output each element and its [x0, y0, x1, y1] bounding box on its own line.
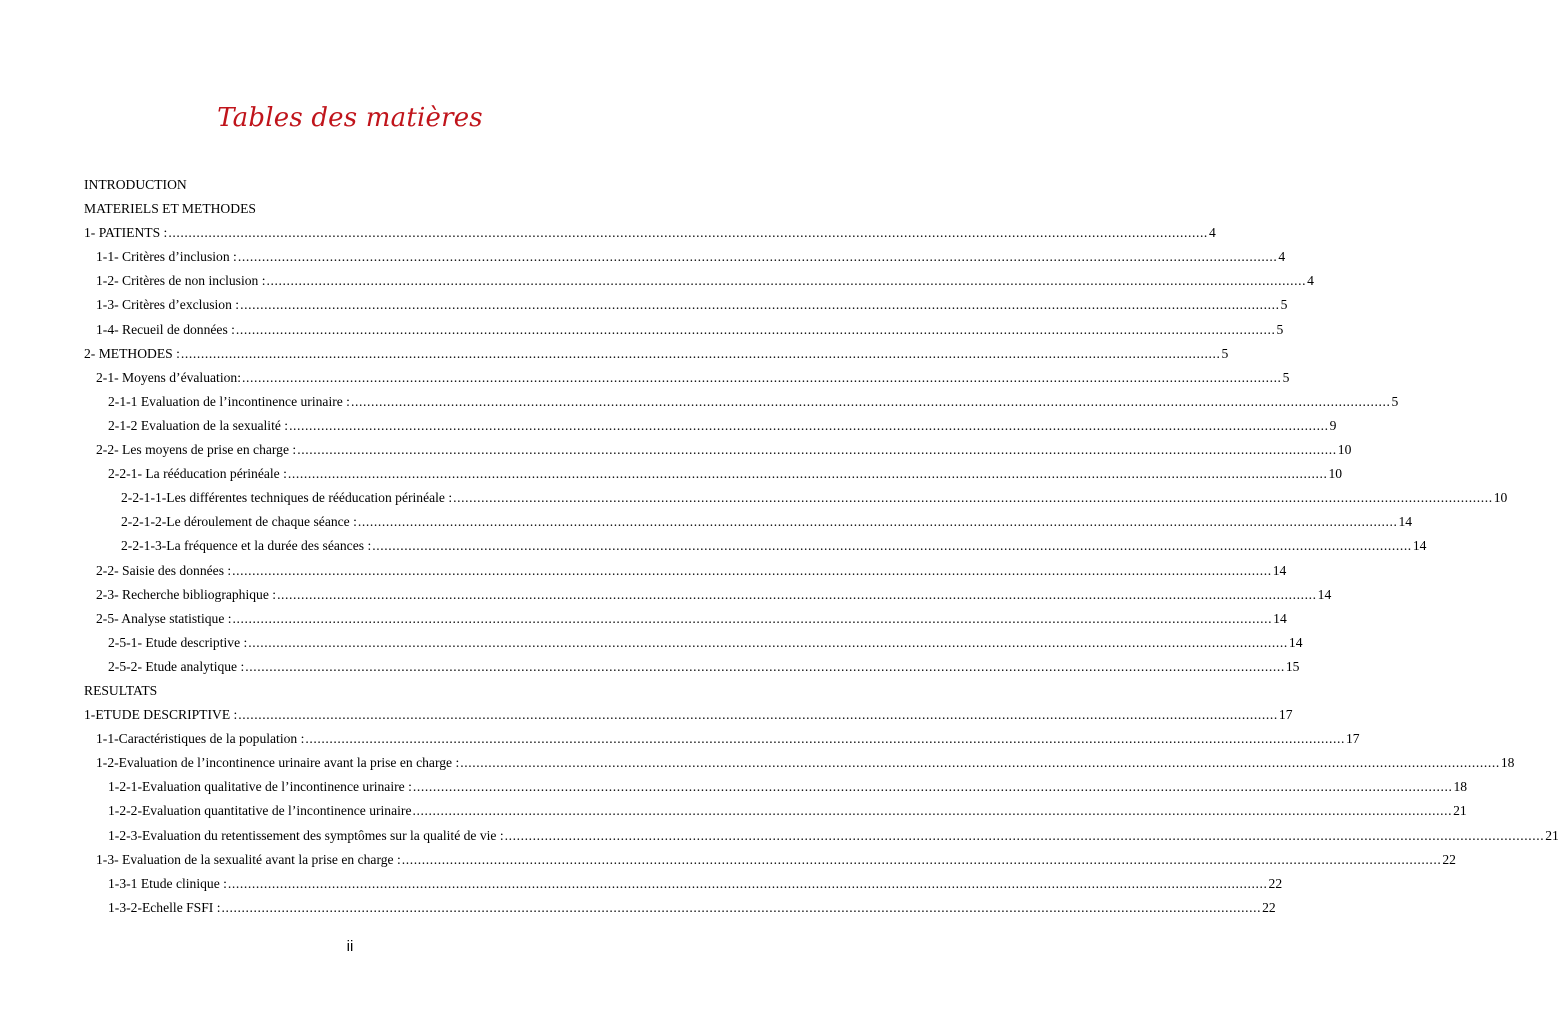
toc-entry-label: 1-1-Caractéristiques de la population :	[96, 731, 305, 747]
toc-entry-label: 1-2-1-Evaluation qualitative de l’incontinence urinaire :	[108, 779, 412, 795]
toc-entry[interactable]	[84, 631, 1303, 655]
toc-entry-page: 22	[1268, 875, 1283, 891]
toc-entry[interactable]	[84, 751, 1515, 775]
dot-leader: ....................................................................................................................................................................................................................................................................	[232, 610, 1273, 626]
toc-entry-label: 1-3- Critères d’exclusion :	[96, 297, 240, 313]
dot-leader: ....................................................................................................................................................................................................................................................................	[350, 393, 1391, 409]
dot-leader: ....................................................................................................................................................................................................................................................................	[305, 731, 1345, 747]
toc-entry-label: 1-2- Critères de non inclusion :	[96, 273, 266, 289]
dot-leader: ....................................................................................................................................................................................................................................................................	[277, 586, 1317, 602]
toc-entry[interactable]	[84, 559, 1287, 583]
toc-entry[interactable]	[84, 727, 1360, 751]
toc-entry-page: 18	[1500, 755, 1515, 771]
toc-entry-label: 1-3-2-Echelle FSFI :	[108, 899, 221, 915]
dot-leader: ....................................................................................................................................................................................................................................................................	[248, 634, 1288, 650]
toc-entry-label: 2-1-2 Evaluation de la sexualité :	[108, 417, 289, 433]
toc-entry[interactable]	[84, 799, 1467, 823]
toc-entry[interactable]	[84, 414, 1337, 438]
toc-entry-label: 1- PATIENTS :	[84, 225, 168, 241]
toc-entry[interactable]	[84, 655, 1300, 679]
toc-entry-page: 21	[1453, 803, 1467, 819]
toc-entry-label: 1-3- Evaluation de la sexualité avant la prise en charge :	[96, 851, 401, 867]
toc-entry-label: 2-5-1- Etude descriptive :	[108, 634, 248, 650]
toc-entry-page: 22	[1442, 851, 1456, 867]
toc-entry-page: 14	[1273, 610, 1287, 626]
toc-entry-page: 18	[1453, 779, 1468, 795]
toc-entry-page: 21	[1545, 827, 1559, 843]
toc-entry-page: 4	[1278, 249, 1286, 265]
toc-entry-label: 1-1- Critères d’inclusion :	[96, 249, 237, 265]
toc-entry-label: 1-2-2-Evaluation quantitative de l’incontinence urinaire	[108, 803, 412, 819]
toc-entry[interactable]	[84, 342, 1229, 366]
toc-entry[interactable]	[84, 462, 1343, 486]
toc-entry-page: 4	[1307, 273, 1314, 289]
toc-entry[interactable]	[84, 872, 1283, 896]
toc-entry[interactable]	[84, 438, 1352, 462]
dot-leader: ....................................................................................................................................................................................................................................................................	[412, 779, 1453, 795]
toc-entry-label: 1-2-Evaluation de l’incontinence urinaire avant la prise en charge :	[96, 755, 460, 771]
dot-leader: ....................................................................................................................................................................................................................................................................	[504, 827, 1545, 843]
dot-leader: ....................................................................................................................................................................................................................................................................	[289, 417, 1329, 433]
toc-entry-label: 2-2-1-3-La fréquence et la durée des séances :	[121, 538, 372, 554]
dot-leader: ....................................................................................................................................................................................................................................................................	[237, 249, 1278, 265]
toc-entry-label: 2-3- Recherche bibliographique :	[96, 586, 277, 602]
toc-entry[interactable]	[84, 390, 1399, 414]
toc-entry[interactable]	[84, 293, 1288, 317]
toc-entry-page: 14	[1288, 634, 1303, 650]
page-title: Tables des matières	[217, 103, 483, 133]
toc-entry-page: 9	[1329, 417, 1337, 433]
toc-entry-page: 22	[1262, 899, 1276, 915]
toc-entry-label: 2-5-2- Etude analytique :	[108, 658, 245, 674]
toc-entry[interactable]	[84, 848, 1456, 872]
toc-entry[interactable]	[84, 679, 615, 703]
dot-leader: ....................................................................................................................................................................................................................................................................	[287, 466, 1328, 482]
toc-entry-page: 17	[1345, 731, 1360, 747]
toc-entry[interactable]	[84, 583, 1332, 607]
toc-entry-label: 1-3-1 Etude clinique :	[108, 875, 227, 891]
toc-entry-page: 10	[1493, 490, 1508, 506]
toc-entry-label: 2- METHODES :	[84, 345, 180, 361]
toc-entry-page: 10	[1337, 442, 1352, 458]
toc-entry-page: 5	[1221, 345, 1229, 361]
dot-leader: ....................................................................................................................................................................................................................................................................	[245, 658, 1285, 674]
page-number: ii	[346, 938, 354, 955]
dot-leader: ....................................................................................................................................................................................................................................................................	[460, 755, 1500, 771]
dot-leader: ....................................................................................................................................................................................................................................................................	[241, 369, 1282, 385]
toc-entry-label: 1-2-3-Evaluation du retentissement des symptômes sur la qualité de vie :	[108, 827, 504, 843]
dot-leader: ....................................................................................................................................................................................................................................................................	[372, 538, 1412, 554]
toc-entry-label: 2-2- Les moyens de prise en charge :	[96, 442, 297, 458]
toc-entry-page: 14	[1412, 538, 1427, 554]
toc-entry[interactable]	[84, 318, 1284, 342]
toc-entry-page: 10	[1328, 466, 1343, 482]
toc-entry-label: 2-1-1 Evaluation de l’incontinence urinaire :	[108, 393, 350, 409]
toc-entry[interactable]	[84, 775, 1468, 799]
table-of-contents	[84, 173, 1559, 920]
dot-leader: ....................................................................................................................................................................................................................................................................	[357, 514, 1398, 530]
toc-entry-label: MATERIELS ET METHODES	[84, 201, 256, 217]
toc-entry-page: 15	[1285, 658, 1300, 674]
toc-entry-page: 5	[1280, 297, 1288, 313]
toc-entry-label: 1-4- Recueil de données :	[96, 321, 235, 337]
toc-entry-page: 14	[1398, 514, 1413, 530]
toc-entry[interactable]	[84, 607, 1287, 631]
toc-entry-label: 2-2-1- La rééducation périnéale :	[108, 466, 287, 482]
dot-leader: ....................................................................................................................................................................................................................................................................	[238, 707, 1278, 723]
toc-entry[interactable]	[84, 197, 615, 221]
toc-entry[interactable]	[84, 269, 1314, 293]
toc-entry-page: 14	[1317, 586, 1332, 602]
toc-entry[interactable]	[84, 703, 1293, 727]
dot-leader: ....................................................................................................................................................................................................................................................................	[412, 803, 1453, 819]
toc-entry-page: 5	[1391, 393, 1399, 409]
toc-entry-label: 2-1- Moyens d’évaluation:	[96, 369, 241, 385]
toc-entry[interactable]	[84, 896, 1276, 920]
toc-entry[interactable]	[84, 510, 1413, 534]
toc-entry-page: 4	[1208, 225, 1216, 241]
toc-entry-page: 14	[1272, 562, 1287, 578]
toc-entry-label: 2-2-1-1-Les différentes techniques de rééducation périnéale :	[121, 490, 453, 506]
toc-entry-label: RESULTATS	[84, 682, 158, 698]
dot-leader: ....................................................................................................................................................................................................................................................................	[232, 562, 1272, 578]
toc-entry-page: 17	[1278, 707, 1293, 723]
toc-entry[interactable]	[84, 824, 1559, 848]
dot-leader: ....................................................................................................................................................................................................................................................................	[401, 851, 1442, 867]
toc-entry[interactable]	[84, 245, 1286, 269]
dot-leader: ....................................................................................................................................................................................................................................................................	[221, 899, 1262, 915]
toc-entry-page: 5	[1276, 321, 1284, 337]
dot-leader: ....................................................................................................................................................................................................................................................................	[235, 321, 1276, 337]
dot-leader: ....................................................................................................................................................................................................................................................................	[297, 442, 1337, 458]
dot-leader: ....................................................................................................................................................................................................................................................................	[180, 345, 1221, 361]
toc-entry[interactable]	[84, 486, 1508, 510]
toc-entry-label: INTRODUCTION	[84, 177, 187, 192]
toc-entry[interactable]	[84, 173, 615, 197]
toc-entry[interactable]	[84, 366, 1290, 390]
dot-leader: ....................................................................................................................................................................................................................................................................	[240, 297, 1280, 313]
toc-entry-page: 5	[1282, 369, 1290, 385]
toc-entry-label: 2-2- Saisie des données :	[96, 562, 232, 578]
dot-leader: ....................................................................................................................................................................................................................................................................	[168, 225, 1208, 241]
toc-entry-label: 2-5- Analyse statistique :	[96, 610, 232, 626]
toc-entry-label: 2-2-1-2-Le déroulement de chaque séance :	[121, 514, 357, 530]
toc-entry[interactable]	[84, 534, 1427, 558]
toc-entry-label: 1-ETUDE DESCRIPTIVE :	[84, 707, 238, 723]
dot-leader: ....................................................................................................................................................................................................................................................................	[227, 875, 1268, 891]
toc-entry[interactable]	[84, 221, 1216, 245]
dot-leader: ....................................................................................................................................................................................................................................................................	[453, 490, 1493, 506]
dot-leader: ....................................................................................................................................................................................................................................................................	[266, 273, 1307, 289]
